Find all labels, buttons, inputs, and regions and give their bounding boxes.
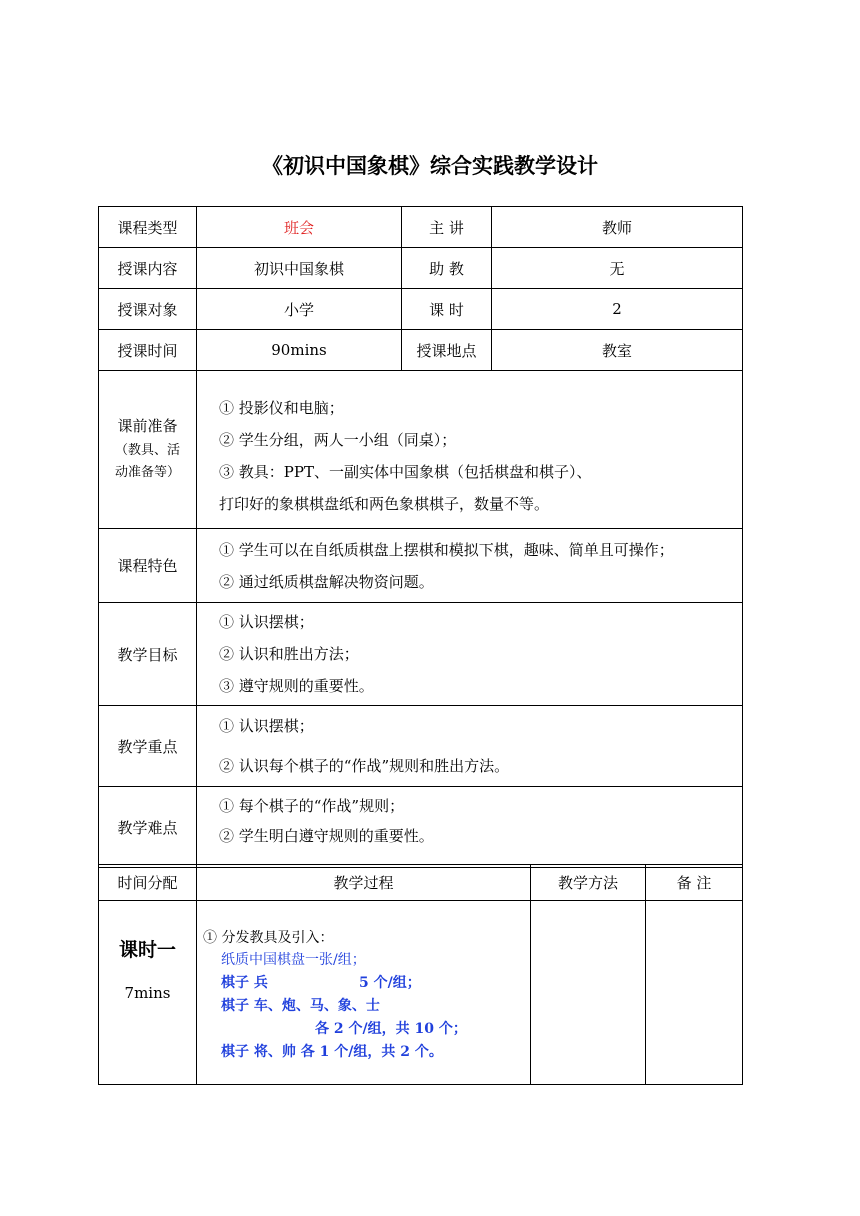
schedule-row-period-1 bbox=[99, 901, 743, 1085]
process-line-soldier-count: 5 个/组； bbox=[359, 975, 421, 991]
process-line-pieces-count: 各 2 个/组，共 10 个； bbox=[315, 1021, 467, 1037]
method-cell bbox=[531, 901, 646, 1085]
row-time bbox=[99, 330, 743, 371]
row-preparation bbox=[99, 371, 743, 529]
row-course-type bbox=[99, 207, 743, 248]
schedule-header-row bbox=[99, 865, 743, 901]
course-type-value: 班会 bbox=[197, 207, 402, 248]
row-goals bbox=[99, 603, 743, 706]
document-title: 《初识中国象棋》综合实践教学设计 bbox=[262, 154, 598, 178]
assistant-value: 无 bbox=[492, 248, 743, 289]
preparation-sub1: （教具、活 bbox=[114, 443, 180, 458]
process-line-soldier: 棋子 兵 bbox=[221, 975, 268, 991]
notes-cell bbox=[646, 901, 743, 1085]
header-process: 教学过程 bbox=[197, 865, 531, 901]
process-line-generals: 棋子 将、帅 各 1 个/组，共 2 个。 bbox=[221, 1044, 443, 1060]
list-item: ② 学生分组，两人一小组（同桌）； bbox=[219, 430, 457, 449]
list-item: ① 投影仪和电脑； bbox=[219, 398, 344, 417]
list-item: ③ 遵守规则的重要性。 bbox=[219, 677, 374, 695]
preparation-label: 课前准备 bbox=[117, 417, 178, 435]
header-time: 时间分配 bbox=[99, 865, 197, 901]
header-notes: 备 注 bbox=[646, 865, 743, 901]
keypoints-label: 教学重点 bbox=[99, 706, 197, 787]
list-item: ① 学生可以在自纸质棋盘上摆棋和模拟下棋，趣味、简单且可操作； bbox=[219, 540, 674, 559]
content-value: 初识中国象棋 bbox=[197, 248, 402, 289]
list-item: ③ 教具：PPT、一副实体中国象棋（包括棋盘和棋子）、 bbox=[219, 462, 592, 481]
goals-items bbox=[197, 603, 743, 706]
header-method: 教学方法 bbox=[531, 865, 646, 901]
difficulties-label: 教学难点 bbox=[99, 787, 197, 868]
preparation-label-cell bbox=[99, 371, 197, 529]
row-difficulties bbox=[99, 787, 743, 868]
features-label: 课程特色 bbox=[99, 529, 197, 603]
process-line-board: 纸质中国棋盘一张/组； bbox=[221, 952, 366, 968]
row-features bbox=[99, 529, 743, 603]
lecturer-value: 教师 bbox=[492, 207, 743, 248]
period-title: 课时一 bbox=[118, 939, 176, 961]
location-value: 教室 bbox=[492, 330, 743, 371]
preparation-items bbox=[197, 371, 743, 529]
hours-label: 课 时 bbox=[402, 289, 492, 330]
time-value: 90mins bbox=[197, 330, 402, 371]
list-item: 打印好的象棋棋盘纸和两色象棋棋子，数量不等。 bbox=[219, 494, 550, 513]
row-keypoints bbox=[99, 706, 743, 787]
course-info-table bbox=[98, 206, 743, 868]
process-cell bbox=[197, 901, 531, 1085]
list-item: ② 学生明白遵守规则的重要性。 bbox=[219, 827, 434, 845]
list-item: ① 认识摆棋； bbox=[219, 717, 314, 735]
lecturer-label: 主 讲 bbox=[402, 207, 492, 248]
audience-label: 授课对象 bbox=[99, 289, 197, 330]
schedule-table bbox=[98, 864, 743, 1085]
list-item: ① 每个棋子的“作战”规则； bbox=[219, 797, 405, 815]
process-intro: ① 分发教具及引入： bbox=[203, 930, 334, 946]
hours-value: 2 bbox=[492, 289, 743, 330]
row-audience bbox=[99, 289, 743, 330]
list-item: ② 通过纸质棋盘解决物资问题。 bbox=[219, 572, 434, 591]
preparation-sub2: 动准备等） bbox=[114, 465, 180, 480]
row-content bbox=[99, 248, 743, 289]
list-item: ② 认识每个棋子的“作战”规则和胜出方法。 bbox=[219, 757, 510, 775]
period-time: 7mins bbox=[124, 984, 171, 1002]
difficulties-items bbox=[197, 787, 743, 868]
keypoints-items bbox=[197, 706, 743, 787]
content-label: 授课内容 bbox=[99, 248, 197, 289]
goals-label: 教学目标 bbox=[99, 603, 197, 706]
process-line-pieces: 棋子 车、炮、马、象、士 bbox=[221, 998, 380, 1014]
list-item: ② 认识和胜出方法； bbox=[219, 645, 359, 663]
course-type-label: 课程类型 bbox=[99, 207, 197, 248]
features-items bbox=[197, 529, 743, 603]
period-cell bbox=[99, 901, 197, 1085]
audience-value: 小学 bbox=[197, 289, 402, 330]
list-item: ① 认识摆棋； bbox=[219, 613, 314, 631]
location-label: 授课地点 bbox=[402, 330, 492, 371]
time-label: 授课时间 bbox=[99, 330, 197, 371]
assistant-label: 助 教 bbox=[402, 248, 492, 289]
